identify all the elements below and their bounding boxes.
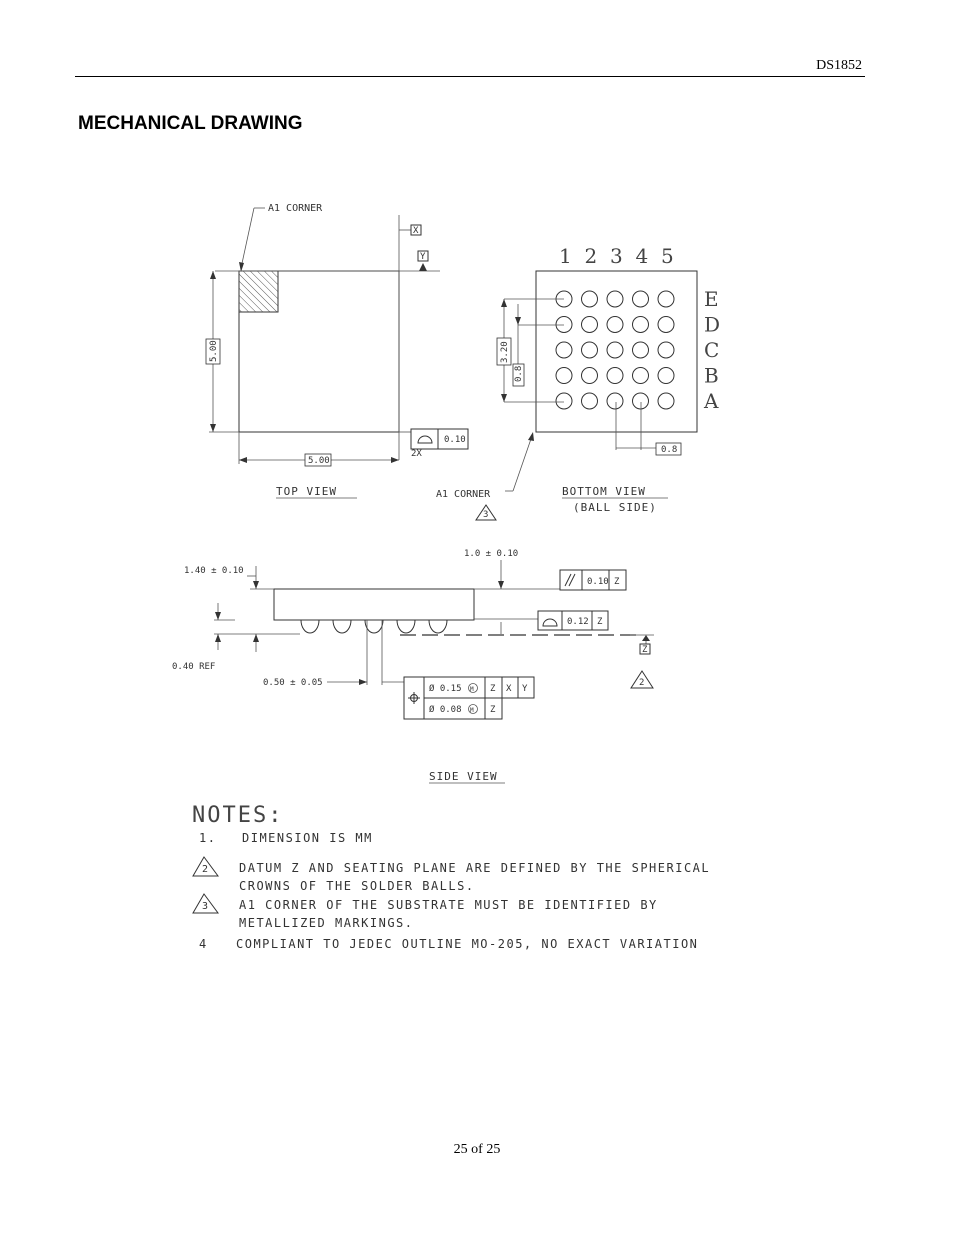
top-view-flatness-value: 0.10 xyxy=(444,435,466,445)
bottom-view-dim-pitch: 0.8 xyxy=(514,365,524,382)
side-view-caption: SIDE VIEW xyxy=(429,770,498,783)
bottom-view-caption: BOTTOM VIEW xyxy=(562,485,646,498)
row-labels xyxy=(703,287,720,413)
solder-ball-B5 xyxy=(658,368,674,384)
solder-ball-A1 xyxy=(556,393,572,409)
side-view-note-ref: 2 xyxy=(639,678,645,688)
solder-ball-D2 xyxy=(582,317,598,333)
side-solder-ball-1 xyxy=(301,620,319,633)
document-id: DS1852 xyxy=(816,58,862,73)
page-number: 25 of 25 xyxy=(453,1142,501,1157)
datum-x-label: X xyxy=(413,226,419,236)
a1-corner-mark xyxy=(239,271,278,312)
note-2-line-2: CROWNS OF THE SOLDER BALLS. xyxy=(239,879,475,893)
solder-ball-D4 xyxy=(633,317,649,333)
solder-ball-E2 xyxy=(582,291,598,307)
note-3-line-1: A1 CORNER OF THE SUBSTRATE MUST BE IDENTIFIED BY xyxy=(239,898,658,912)
bottom-view-a1-corner-label: A1 CORNER xyxy=(436,489,491,500)
top-view-dim-horizontal: 5.00 xyxy=(308,456,330,466)
row-label-C: C xyxy=(704,338,720,362)
profile-surface-icon-side xyxy=(543,619,557,626)
solder-ball-B4 xyxy=(633,368,649,384)
row-label-D: D xyxy=(704,312,721,337)
note-2-marker: 2 xyxy=(202,864,209,875)
solder-ball-A5 xyxy=(658,393,674,409)
side-view-profile-datum: Z xyxy=(597,617,603,627)
datum-y-label: Y xyxy=(420,252,426,262)
side-package-body xyxy=(274,589,474,620)
column-label-2: 2 xyxy=(584,244,598,268)
notes xyxy=(192,803,710,951)
side-view-profile-value: 0.12 xyxy=(567,617,589,627)
solder-ball-C1 xyxy=(556,342,572,358)
top-view-a1-corner-label: A1 CORNER xyxy=(268,203,323,214)
column-label-4: 4 xyxy=(635,244,649,268)
side-solder-balls xyxy=(301,620,447,633)
side-view-standoff-dim: 1.0 ± 0.10 xyxy=(464,549,519,559)
position-tol-2-modifier: M xyxy=(470,707,474,714)
side-view-ball-dim: 0.50 ± 0.05 xyxy=(263,678,323,688)
solder-ball-B3 xyxy=(607,368,623,384)
solder-ball-D1 xyxy=(556,317,572,333)
profile-surface-icon xyxy=(418,436,432,443)
position-tol-1-datum-3: Y xyxy=(522,684,528,694)
solder-ball-C3 xyxy=(607,342,623,358)
note-4-line-1: COMPLIANT TO JEDEC OUTLINE MO-205, NO EXACT VARIATION xyxy=(236,937,699,951)
position-tol-1-modifier: M xyxy=(470,686,474,693)
note-item-2 xyxy=(193,857,710,893)
position-tol-1-datum-1: Z xyxy=(490,684,496,694)
side-view-height-dim: 1.40 ± 0.10 xyxy=(184,566,244,576)
bottom-view-dim-pitch-horizontal: 0.8 xyxy=(661,445,678,455)
top-view xyxy=(206,203,468,498)
notes-heading: NOTES: xyxy=(192,803,284,828)
note-3-line-2: METALLIZED MARKINGS. xyxy=(239,916,414,930)
solder-ball-A4 xyxy=(633,393,649,409)
bottom-view-dim-span: 3.20 xyxy=(500,341,510,363)
side-view xyxy=(172,549,654,783)
column-label-3: 3 xyxy=(610,244,623,268)
position-tol-1-value: Ø 0.15 xyxy=(429,684,462,694)
position-tol-2-value: Ø 0.08 xyxy=(429,705,462,715)
side-solder-ball-2 xyxy=(333,620,351,633)
solder-ball-C5 xyxy=(658,342,674,358)
solder-ball-E4 xyxy=(633,291,649,307)
note-2-line-1: DATUM Z AND SEATING PLANE ARE DEFINED BY THE SPHERICAL xyxy=(239,861,711,875)
solder-ball-B2 xyxy=(582,368,598,384)
note-4-marker: 4 xyxy=(199,937,208,951)
side-view-parallelism-value: 0.10 xyxy=(587,577,609,587)
page-title: MECHANICAL DRAWING xyxy=(78,113,303,134)
solder-ball-D3 xyxy=(607,317,623,333)
row-label-B: B xyxy=(704,363,719,388)
solder-ball-B1 xyxy=(556,368,572,384)
row-label-E: E xyxy=(704,287,719,311)
position-tol-2-datum-1: Z xyxy=(490,705,496,715)
ball-grid xyxy=(556,291,674,409)
note-1-marker: 1. xyxy=(199,831,217,845)
column-label-1: 1 xyxy=(559,244,572,268)
note-1-line-1: DIMENSION IS MM xyxy=(242,831,373,845)
top-view-multiplier: 2X xyxy=(411,449,422,459)
solder-ball-C2 xyxy=(582,342,598,358)
solder-ball-A3 xyxy=(607,393,623,409)
column-labels xyxy=(559,244,674,268)
side-solder-ball-3 xyxy=(365,620,383,633)
solder-ball-A2 xyxy=(582,393,598,409)
bottom-view xyxy=(436,244,720,520)
solder-ball-E3 xyxy=(607,291,623,307)
bottom-view-a1-note-ref: 3 xyxy=(483,510,489,520)
side-solder-ball-4 xyxy=(397,620,415,633)
top-view-caption: TOP VIEW xyxy=(276,485,337,498)
side-view-datum-z: Z xyxy=(642,645,648,655)
column-label-5: 5 xyxy=(661,244,674,268)
row-label-A: A xyxy=(704,389,719,413)
solder-ball-C4 xyxy=(633,342,649,358)
solder-ball-D5 xyxy=(658,317,674,333)
side-solder-ball-5 xyxy=(429,620,447,633)
side-view-ref-dim: 0.40 REF xyxy=(172,662,216,672)
note-item-1 xyxy=(199,831,373,845)
note-item-4 xyxy=(199,937,698,951)
solder-ball-E5 xyxy=(658,291,674,307)
bottom-view-caption-sub: (BALL SIDE) xyxy=(573,501,657,514)
top-view-dim-vertical: 5.00 xyxy=(209,340,219,362)
note-item-3 xyxy=(193,894,658,930)
position-tol-1-datum-2: X xyxy=(506,684,512,694)
note-3-marker: 3 xyxy=(202,901,209,912)
side-view-parallelism-datum: Z xyxy=(614,577,620,587)
